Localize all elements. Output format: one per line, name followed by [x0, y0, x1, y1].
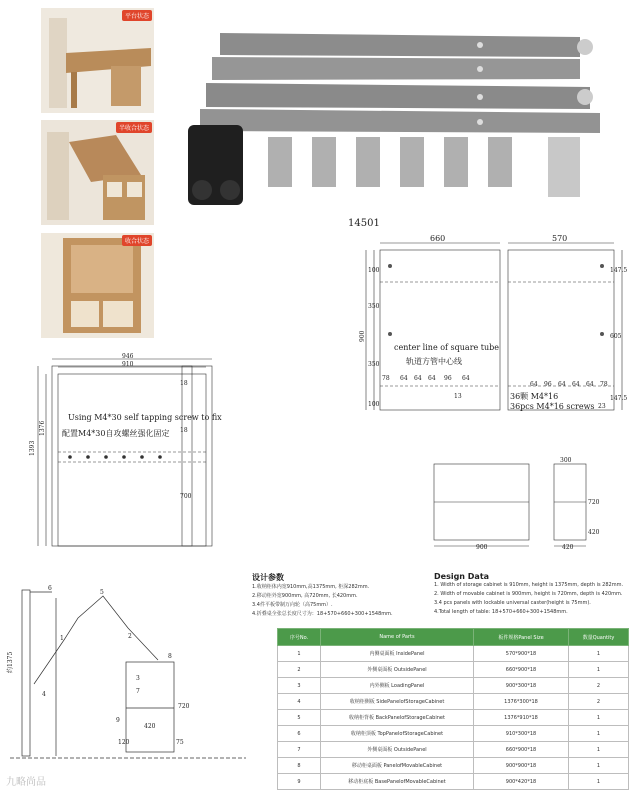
table-cell: 2 [569, 678, 629, 694]
table-cell: 1376*300*18 [474, 694, 569, 710]
part-8: 8 [168, 653, 172, 660]
spec-en-line: 4.Total length of table: 18+570+660+300+1548mm. [434, 609, 568, 615]
spec-cn-line: 3.4件平板带制万向轮（高75mm）. [252, 602, 333, 608]
dim-910: 910 [122, 361, 134, 368]
table-cell: 移动柜桌面板 PanelofMovableCabinet [321, 758, 474, 774]
dim-left-3: 100 [368, 401, 380, 408]
table-cell: 收纳柜侧板 SidePanelofStorageCabinet [321, 694, 474, 710]
dim-side-mid: 18 [180, 427, 188, 434]
table-cell: 1 [278, 646, 321, 662]
dim-side-top: 18 [180, 380, 188, 387]
table-cell: 收纳柜顶板 TopPanelofStorageCabinet [321, 726, 474, 742]
table-cell: 660*900*18 [474, 662, 569, 678]
table-cell: 1 [569, 742, 629, 758]
hardware-photo [180, 25, 620, 215]
photo-folded [41, 233, 154, 338]
table-cell: 1 [569, 774, 629, 790]
spec-cn-line: 1.收纳柜体内宽910mm,高1375mm, 柜深282mm. [252, 584, 370, 590]
table-row [278, 710, 629, 726]
spacing-l0: 78 [382, 375, 390, 382]
dim-right-0: 147.5 [610, 267, 628, 274]
table-cell: 内外侧板 LoadingPanel [321, 678, 474, 694]
photo-half-folded [41, 120, 154, 225]
dim-570: 570 [552, 234, 568, 243]
dim-side-bottom: 700 [180, 493, 192, 500]
spec-en-line: 2. Width of movable cabinet is 900mm, height is 720mm, depth is 420mm. [434, 591, 623, 597]
table-cell: 1 [569, 646, 629, 662]
part-2: 2 [128, 633, 132, 640]
spacing-r4: 64 [586, 381, 594, 388]
table-cell: 3 [278, 678, 321, 694]
dim-bottom-b: 420 [562, 544, 574, 551]
table-cell: 1376*910*18 [474, 710, 569, 726]
dim-420: 420 [144, 723, 156, 730]
movable-cabinet-drawing [428, 458, 603, 550]
table-cell: 910*300*18 [474, 726, 569, 742]
dim-946: 946 [122, 353, 134, 360]
spec-en-title: Design Data [434, 572, 490, 581]
col-qty: 数量Quantity [569, 629, 629, 646]
table-cell: 外侧桌面板 OutsidePanel [321, 662, 474, 678]
part-6: 6 [48, 585, 52, 592]
dim-720: 720 [178, 703, 190, 710]
table-cell: 660*900*18 [474, 742, 569, 758]
dim-120: 120 [118, 739, 130, 746]
spec-en-block [434, 572, 623, 617]
table-row [278, 662, 629, 678]
table-cell: 900*900*18 [474, 758, 569, 774]
table-cell: 收纳柜背板 BackPanelofStorageCabinet [321, 710, 474, 726]
col-name: Name of Parts [321, 629, 474, 646]
dim-height: 约1375 [7, 651, 14, 673]
table-row [278, 678, 629, 694]
spacing-r0: 64 [530, 381, 538, 388]
spacing-l2: 64 [414, 375, 422, 382]
part-7: 7 [136, 688, 140, 695]
status-badge: 半收合状态 [116, 122, 152, 133]
dim-900: 900 [359, 330, 366, 342]
col-no: 序号No. [278, 629, 321, 646]
table-cell: 570*900*18 [474, 646, 569, 662]
spacing-l4: 96 [444, 375, 452, 382]
spacing-r2: 64 [558, 381, 566, 388]
dim-bottom-a: 900 [476, 544, 488, 551]
table-cell: 900*420*18 [474, 774, 569, 790]
table-cell: 1 [569, 662, 629, 678]
spec-en-line: 3.4 pcs panels with lockable universal caster(height is 75mm). [434, 600, 591, 606]
spec-cn-line: 4.折叠桌全张总长度尺寸为：18+570+660+300+1548mm. [252, 611, 393, 617]
dim-left-0: 100 [368, 267, 380, 274]
status-badge: 收合状态 [122, 235, 152, 246]
table-cell: 900*300*18 [474, 678, 569, 694]
table-cell: 8 [278, 758, 321, 774]
table-header-row [278, 629, 629, 646]
product-code: 14501 [348, 218, 380, 229]
dim-right-2: 147.5 [610, 395, 628, 402]
table-row [278, 726, 629, 742]
table-cell: 4 [278, 694, 321, 710]
screw-note-en: 36pcs M4*16 screws [510, 402, 595, 411]
table-cell: 9 [278, 774, 321, 790]
photo-flat-state [41, 8, 154, 113]
part-1: 1 [60, 635, 64, 642]
table-cell: 2 [569, 694, 629, 710]
table-row [278, 774, 629, 790]
spacing-l3: 64 [428, 375, 436, 382]
screw-note-cn: 36颗 M4*16 [510, 392, 559, 401]
table-cell: 1 [569, 726, 629, 742]
part-9: 9 [116, 717, 120, 724]
screw-note-en: Using M4*30 self tapping screw to fix [68, 413, 222, 422]
table-row [278, 694, 629, 710]
screw-note-cn: 配置M4*30自攻螺丝强化固定 [62, 429, 170, 438]
dim-75: 75 [176, 739, 184, 746]
spacing-r3: 64 [572, 381, 580, 388]
part-4: 4 [42, 691, 46, 698]
spacing-l5: 64 [462, 375, 470, 382]
cabinet-drawing [30, 352, 245, 552]
dim-13: 13 [454, 393, 462, 400]
front-view-drawing [359, 234, 630, 420]
parts-table [277, 628, 629, 790]
spacing-r5: 78 [600, 381, 608, 388]
table-cell: 2 [278, 662, 321, 678]
watermark-logo: 九略尚品 [6, 777, 46, 788]
table-cell: 内侧桌面板 InsidePanel [321, 646, 474, 662]
table-cell: 7 [278, 742, 321, 758]
spec-en-line: 1. Width of storage cabinet is 910mm, height is 1375mm, depth is 282mm. [434, 582, 624, 588]
spec-cn-line: 2.移动柜外宽900mm, 高720mm, 长420mm. [252, 593, 358, 599]
status-badge: 平台状态 [122, 10, 152, 21]
spec-cn-title: 设计参数 [252, 573, 284, 582]
col-size: 板件规格Panel Size [474, 629, 569, 646]
table-cell: 外侧桌面板 OutsidePanel [321, 742, 474, 758]
table-cell: 6 [278, 726, 321, 742]
part-5: 5 [100, 589, 104, 596]
label-center-line-cn: 轨道方管中心线 [406, 357, 462, 366]
spacing-r1: 96 [544, 381, 552, 388]
dim-right-3: 23 [598, 403, 606, 410]
part-3: 3 [136, 675, 140, 682]
dim-right-a: 720 [588, 499, 600, 506]
dim-right-b: 420 [588, 529, 600, 536]
side-view-drawing [8, 578, 248, 763]
dim-top: 300 [560, 457, 572, 464]
table-row [278, 742, 629, 758]
dim-660: 660 [430, 234, 446, 243]
table-row [278, 758, 629, 774]
spacing-l1: 64 [400, 375, 408, 382]
table-cell: 移动柜底板 BasePanelofMovableCabinet [321, 774, 474, 790]
table-cell: 1 [569, 710, 629, 726]
spec-cn-block [252, 572, 393, 619]
dim-1376: 1376 [39, 420, 46, 436]
table-cell: 1 [569, 758, 629, 774]
dim-right-1: 605 [610, 333, 622, 340]
dim-left-1: 350 [368, 303, 380, 310]
dim-left-2: 350 [368, 361, 380, 368]
label-center-line: center line of square tube [394, 343, 500, 352]
table-row [278, 646, 629, 662]
dim-1393: 1393 [29, 440, 36, 456]
table-cell: 5 [278, 710, 321, 726]
